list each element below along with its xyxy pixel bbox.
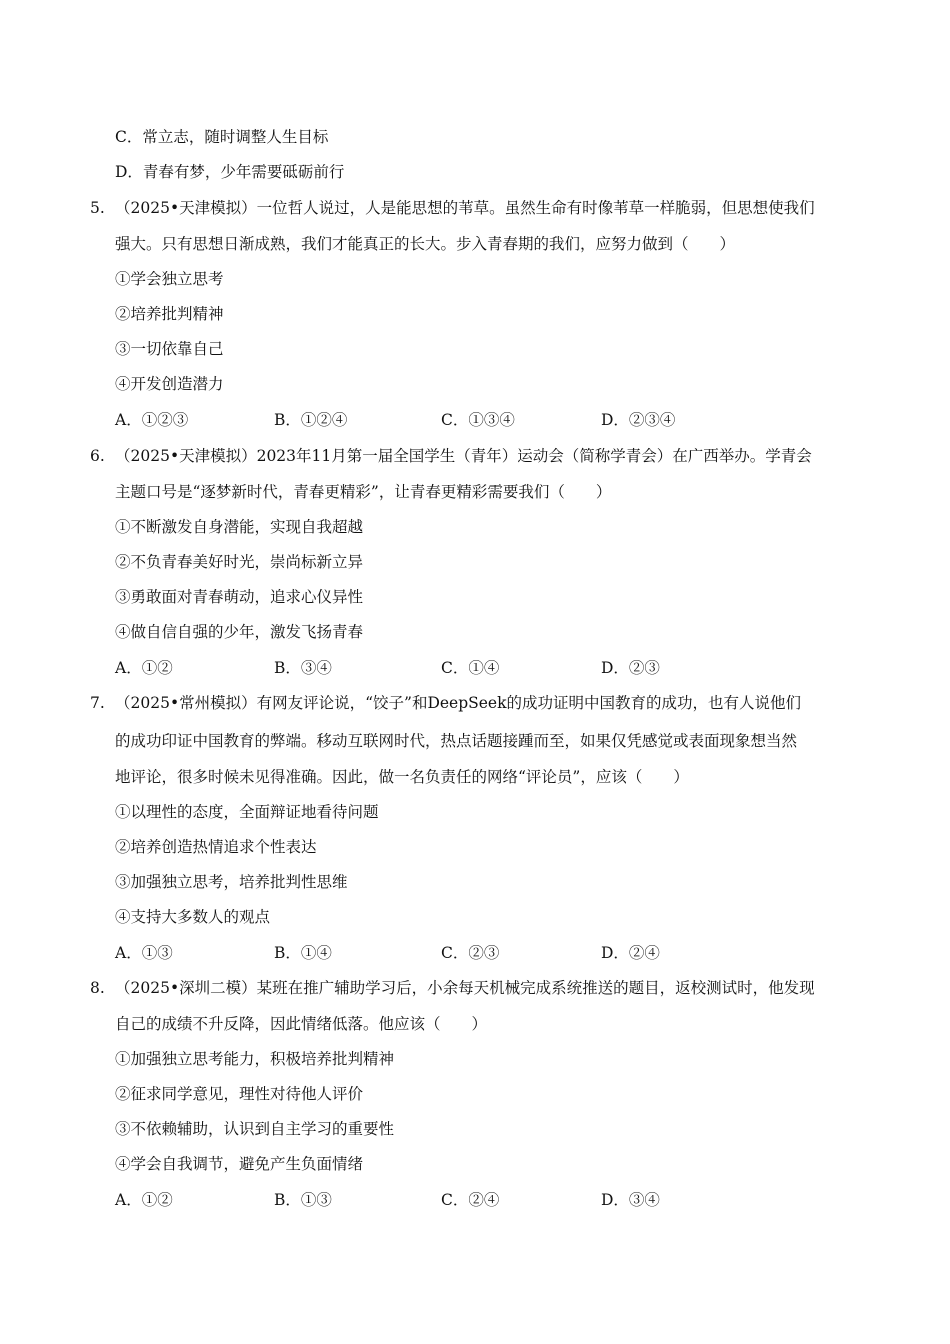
question-7-choice-b: B．①④ — [274, 944, 332, 962]
question-8-choice-c: C．②④ — [441, 1191, 500, 1209]
question-7-choice-c: C．②③ — [441, 944, 500, 962]
question-5-line-2: 强大。只有思想日渐成熟，我们才能真正的长大。步入青春期的我们，应努力做到（ ） — [115, 235, 736, 253]
question-6-choice-c: C．①④ — [441, 659, 500, 677]
question-5-choice-d: D．②③④ — [601, 411, 676, 429]
question-7-choice-a: A．①③ — [115, 944, 173, 962]
question-8-choice-b: B．①③ — [274, 1191, 332, 1209]
question-7-statement-1: ①以理性的态度，全面辩证地看待问题 — [115, 803, 379, 821]
question-6-line-1: （2025•天津模拟）2023年11月第一届全国学生（青年）运动会（简称学青会）在广西举办。学青会 — [115, 447, 812, 465]
question-6-choice-d: D．②③ — [601, 659, 660, 677]
question-5-line-1: （2025•天津模拟）一位哲人说过，人是能思想的苇草。虽然生命有时像苇草一样脆弱，但思想使我们 — [115, 199, 815, 217]
question-5-number: 5. — [90, 199, 105, 217]
question-8-statement-4: ④学会自我调节，避免产生负面情绪 — [115, 1155, 364, 1173]
question-6-choice-a: A．①② — [115, 659, 173, 677]
question-8-statement-1: ①加强独立思考能力，积极培养批判精神 — [115, 1050, 395, 1068]
question-8-line-1: （2025•深圳二模）某班在推广辅助学习后，小余每天机械完成系统推送的题目，返校测试时，他发现 — [115, 979, 815, 997]
question-7-number: 7. — [90, 694, 105, 712]
question-8-statement-3: ③不依赖辅助，认识到自主学习的重要性 — [115, 1120, 395, 1138]
option-d-prev: D．青春有梦，少年需要砥砺前行 — [115, 163, 345, 181]
question-7-line-1: （2025•常州模拟）有网友评论说，“饺子”和DeepSeek的成功证明中国教育的成功，也有人说他们 — [115, 694, 801, 712]
question-6-choice-b: B．③④ — [274, 659, 332, 677]
question-5-statement-2: ②培养批判精神 — [115, 305, 224, 323]
question-8-line-2: 自己的成绩不升反降，因此情绪低落。他应该（ ） — [115, 1015, 488, 1033]
question-5-choice-c: C．①③④ — [441, 411, 515, 429]
question-5-statement-1: ①学会独立思考 — [115, 270, 224, 288]
question-7-statement-3: ③加强独立思考，培养批判性思维 — [115, 873, 348, 891]
question-7-statement-4: ④支持大多数人的观点 — [115, 908, 271, 926]
question-6-statement-3: ③勇敢面对青春萌动，追求心仪异性 — [115, 588, 364, 606]
question-7-choice-d: D．②④ — [601, 944, 660, 962]
option-c-prev: C．常立志，随时调整人生目标 — [115, 128, 329, 146]
question-7-line-3: 地评论，很多时候未见得准确。因此，做一名负责任的网络“评论员”，应该（ ） — [115, 768, 689, 786]
question-8-choice-d: D．③④ — [601, 1191, 660, 1209]
question-5-choice-a: A．①②③ — [115, 411, 189, 429]
question-6-statement-1: ①不断激发自身潜能，实现自我超越 — [115, 518, 364, 536]
question-6-statement-2: ②不负青春美好时光，崇尚标新立异 — [115, 553, 364, 571]
question-8-statement-2: ②征求同学意见，理性对待他人评价 — [115, 1085, 364, 1103]
question-5-statement-3: ③一切依靠自己 — [115, 340, 224, 358]
question-7-line-2: 的成功印证中国教育的弊端。移动互联网时代，热点话题接踵而至，如果仅凭感觉或表面现象想当然 — [115, 732, 798, 750]
question-7-statement-2: ②培养创造热情追求个性表达 — [115, 838, 317, 856]
question-6-statement-4: ④做自信自强的少年，激发飞扬青春 — [115, 623, 364, 641]
question-5-statement-4: ④开发创造潜力 — [115, 375, 224, 393]
question-6-line-2: 主题口号是“逐梦新时代，青春更精彩”，让青春更精彩需要我们（ ） — [115, 483, 612, 501]
question-6-number: 6. — [90, 447, 105, 465]
question-8-choice-a: A．①② — [115, 1191, 173, 1209]
question-8-number: 8. — [90, 979, 105, 997]
question-5-choice-b: B．①②④ — [274, 411, 348, 429]
